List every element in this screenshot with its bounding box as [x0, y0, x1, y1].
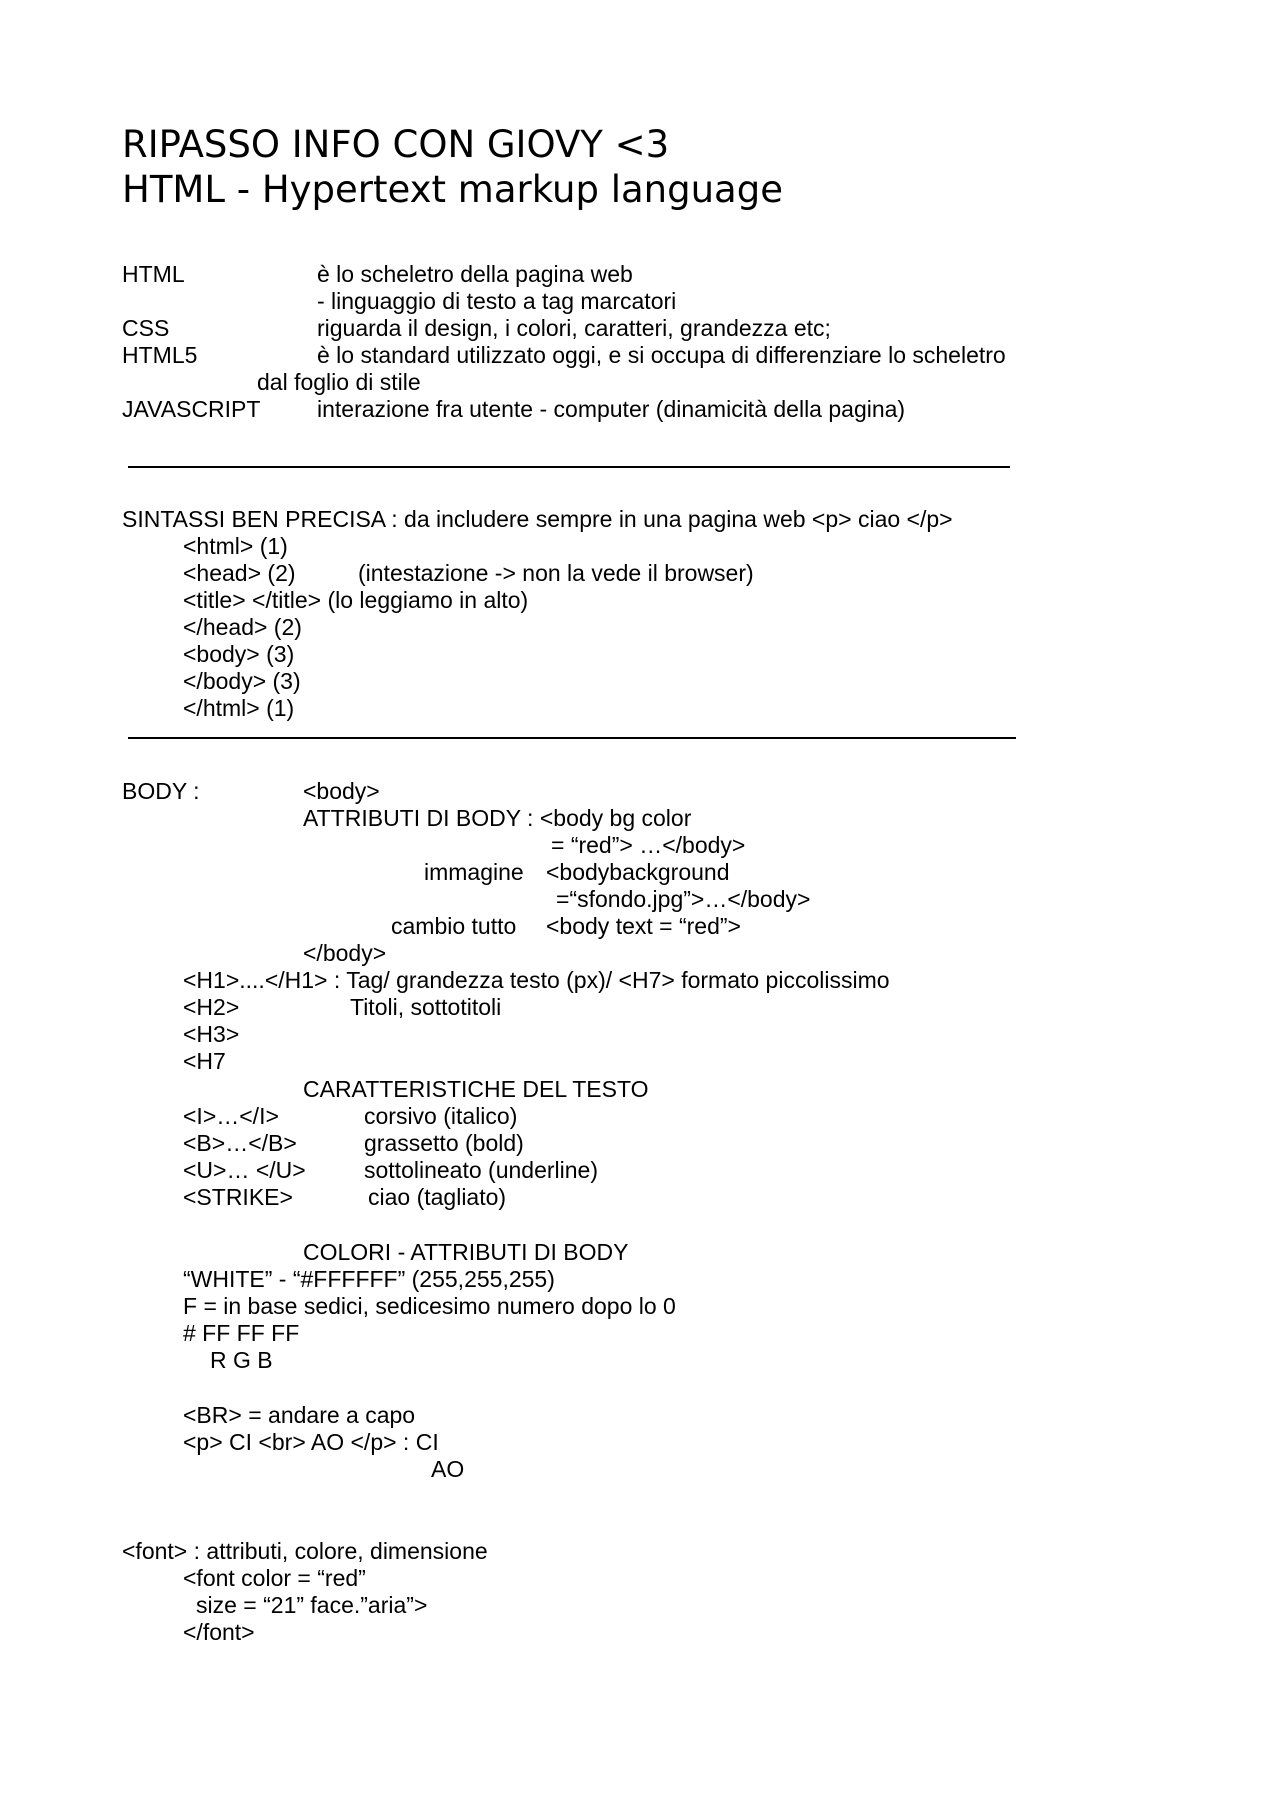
horizontal-rule	[128, 466, 1010, 468]
definition-term: HTML	[122, 261, 185, 287]
code-desc: Titoli, sottotitoli	[350, 994, 502, 1020]
code-line: </body> (3)	[183, 668, 301, 694]
definition-desc: - linguaggio di testo a tag marcatori	[317, 288, 677, 314]
code-line: <body>	[303, 778, 380, 804]
code-line: </font>	[183, 1619, 255, 1645]
text-line: R G B	[210, 1347, 273, 1373]
document-subtitle: HTML - Hypertext markup language	[122, 168, 783, 211]
code-line: =“sfondo.jpg”>…</body>	[556, 886, 811, 912]
code-line: ATTRIBUTI DI BODY : <body bg color	[303, 805, 692, 831]
code-line: <I>…</I>	[183, 1103, 279, 1129]
code-line: </body>	[303, 940, 387, 966]
definition-desc: riguarda il design, i colori, caratteri, grandezza etc;	[317, 315, 831, 341]
horizontal-rule	[128, 737, 1016, 739]
section-label: BODY :	[122, 778, 200, 804]
code-desc: grassetto (bold)	[364, 1130, 524, 1156]
code-desc: sottolineato (underline)	[364, 1157, 598, 1183]
code-line: <bodybackground	[546, 859, 730, 885]
code-line: <title> </title> (lo leggiamo in alto)	[183, 587, 529, 613]
definition-desc: interazione fra utente - computer (dinamicità della pagina)	[317, 396, 906, 422]
code-line: <head> (2)	[183, 560, 296, 586]
text-line: “WHITE” - “#FFFFFF” (255,255,255)	[183, 1266, 555, 1292]
text-line: <BR> = andare a capo	[183, 1402, 416, 1428]
code-line: <p> CI <br> AO </p> : CI	[183, 1429, 439, 1455]
code-line: size = “21” face.”aria”>	[196, 1592, 428, 1618]
code-line: <B>…</B>	[183, 1130, 297, 1156]
definition-desc: dal foglio di stile	[257, 369, 421, 395]
code-line: <body> (3)	[183, 641, 295, 667]
code-line: <html> (1)	[183, 533, 288, 559]
text-line: # FF FF FF	[183, 1320, 300, 1346]
document-title: RIPASSO INFO CON GIOVY <3	[122, 123, 670, 166]
code-line: </head> (2)	[183, 614, 302, 640]
section-heading: <font> : attributi, colore, dimensione	[122, 1538, 488, 1564]
section-heading: SINTASSI BEN PRECISA : da includere sempre in una pagina web <p> ciao </p>	[122, 506, 953, 532]
code-line: <U>… </U>	[183, 1157, 306, 1183]
code-line: <H1>....</H1> : Tag/ grandezza testo (px)/ <H7> formato piccolissimo	[183, 967, 890, 993]
code-line: <H2>	[183, 994, 240, 1020]
definition-term: CSS	[122, 315, 170, 341]
definition-desc: è lo scheletro della pagina web	[317, 261, 633, 287]
subsection-heading: CARATTERISTICHE DEL TESTO	[303, 1076, 649, 1102]
code-line: <H7	[183, 1048, 226, 1074]
code-desc: corsivo (italico)	[364, 1103, 518, 1129]
code-desc: ciao (tagliato)	[368, 1184, 507, 1210]
subsection-heading: COLORI - ATTRIBUTI DI BODY	[303, 1239, 629, 1265]
code-line: = “red”> …</body>	[551, 832, 746, 858]
definition-term: JAVASCRIPT	[122, 396, 261, 422]
definition-desc: è lo standard utilizzato oggi, e si occupa di differenziare lo scheletro	[317, 342, 1006, 368]
code-comment: (intestazione -> non la vede il browser)	[358, 560, 754, 586]
text-line: F = in base sedici, sedicesimo numero dopo lo 0	[183, 1293, 676, 1319]
definition-term: HTML5	[122, 342, 198, 368]
code-line: <body text = “red”>	[546, 913, 741, 939]
code-line: <STRIKE>	[183, 1184, 293, 1210]
code-line: <font color = “red”	[183, 1565, 366, 1591]
code-line: AO	[431, 1456, 465, 1482]
code-line: </html> (1)	[183, 695, 295, 721]
code-line: <H3>	[183, 1021, 240, 1047]
code-label: immagine	[424, 859, 524, 885]
code-label: cambio tutto	[391, 913, 517, 939]
